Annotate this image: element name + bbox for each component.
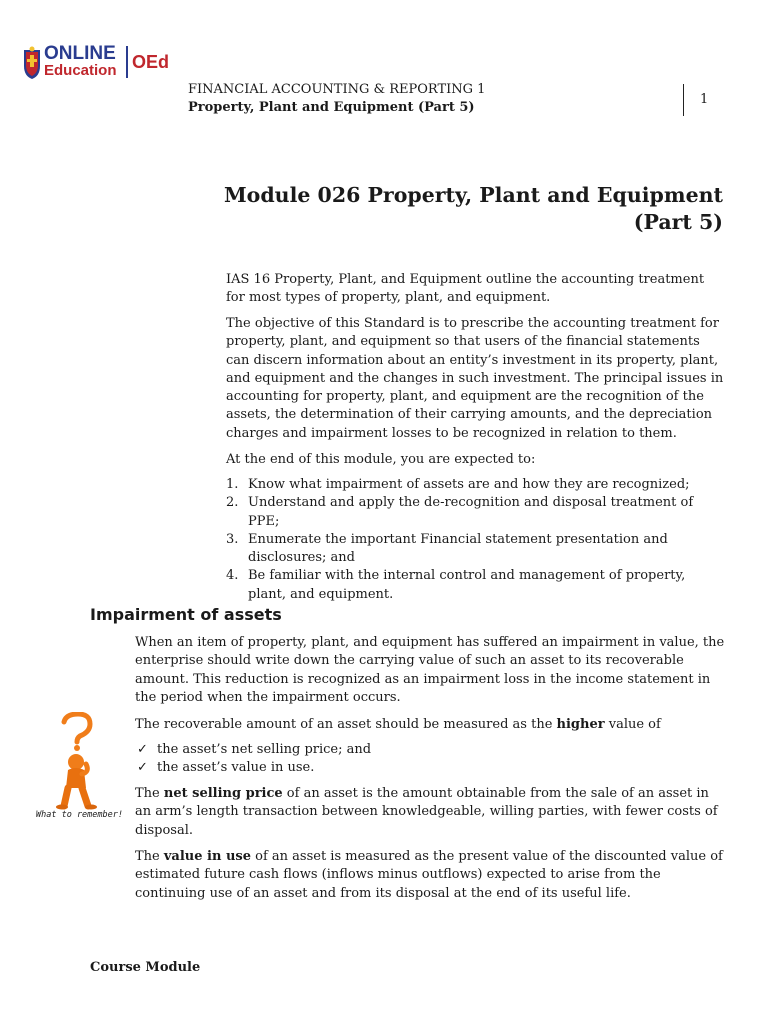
objective-number: 4.: [226, 568, 239, 584]
header-topic: Property, Plant and Equipment (Part 5): [188, 100, 475, 115]
objective-text: Be familiar with the internal control and management of property, plant, and equipment.: [248, 568, 686, 602]
check-list: [135, 741, 727, 778]
intro-paragraph-2: The objective of this Standard is to prescribe the accounting treatment for property, plant, and equipment so that users of the financial statements can discern information about an entity’s investment in its property, plant, and equipment and the changes in such investment. The principal issues in accounting for property, plant, and equipment are the recognition of the assets, the determination of their carrying amounts, and the depreciation charges and impairment losses to be recognized in relation to them.: [226, 316, 724, 441]
section-p2-post: value of: [604, 717, 661, 732]
check-item: [135, 759, 727, 777]
section-paragraph-1: When an item of property, plant, and equipment has suffered an impairment in value, the enterprise should write down the carrying value of such an asset to its recoverable amount. This reduction is recognized as an impairment loss in the income statement in the period when the impairment occurs.: [135, 635, 725, 705]
objective-item: [226, 494, 726, 531]
check-icon: ✓: [137, 760, 148, 776]
check-text: the asset’s value in use.: [157, 760, 315, 776]
section-p4-pre: The: [135, 849, 164, 864]
section-paragraph-2: [135, 716, 727, 734]
objective-item: [226, 476, 726, 494]
objective-text: Know what impairment of assets are and how they are recognized;: [248, 477, 690, 492]
intro-paragraph-3: At the end of this module, you are expected to:: [226, 452, 536, 467]
section-p3-post: of an asset is the amount obtainable from the sale of an asset in an arm’s length transaction between knowledgeable, willing parties, with fewer costs of disposal.: [135, 786, 718, 838]
crest-icon: [22, 46, 42, 80]
section-p4-bold: value in use: [163, 849, 251, 864]
section-p3-pre: The: [135, 786, 164, 801]
objectives-list: [226, 476, 726, 604]
logo-word-education: Education: [44, 62, 117, 79]
objective-item: [226, 567, 726, 604]
page-title-line1: Module 026 Property, Plant and Equipment: [223, 183, 723, 207]
check-text: the asset’s net selling price; and: [157, 742, 372, 757]
header-divider: [683, 84, 684, 116]
section-p3-bold: net selling price: [163, 786, 283, 801]
objective-number: 2.: [226, 495, 239, 511]
thinking-figure-icon: [34, 712, 130, 810]
page-title: [203, 182, 723, 236]
what-to-remember-icon: [34, 712, 130, 824]
logo-word-online: ONLINE: [44, 43, 116, 64]
objective-text: Understand and apply the de-recognition and disposal treatment of PPE;: [248, 495, 694, 529]
check-icon: ✓: [137, 742, 148, 757]
objective-number: 1.: [226, 477, 239, 492]
what-to-remember-caption: What to remember!: [36, 810, 123, 820]
intro-paragraph-1: IAS 16 Property, Plant, and Equipment outline the accounting treatment for most types of property, plant, and equipment.: [226, 272, 705, 306]
section-p2-bold: higher: [556, 717, 605, 732]
section-paragraph-4: [135, 848, 727, 903]
header-course: FINANCIAL ACCOUNTING & REPORTING 1: [188, 82, 486, 97]
oed-logo: [22, 44, 182, 86]
logo-divider: [126, 46, 128, 78]
section-p4-post: of an asset is measured as the present value of the discounted value of estimated future cash flows (inflows minus outflows) expected to arise from the continuing use of an asset and from its disposal at the end of its useful life.: [135, 849, 723, 901]
objective-item: [226, 531, 726, 568]
logo-word-oed: OEd: [132, 52, 170, 72]
check-item: [135, 741, 727, 759]
section-p2-pre: The recoverable amount of an asset should be measured as the: [135, 717, 557, 732]
section-heading: Impairment of assets: [90, 605, 282, 624]
objective-number: 3.: [226, 531, 239, 547]
footer-course-module: Course Module: [90, 960, 201, 975]
objective-text: Enumerate the important Financial statement presentation and disclosures; and: [248, 531, 668, 566]
page-title-line2: (Part 5): [633, 210, 723, 234]
section-paragraph-3: [135, 785, 727, 840]
page-number: 1: [700, 92, 709, 107]
